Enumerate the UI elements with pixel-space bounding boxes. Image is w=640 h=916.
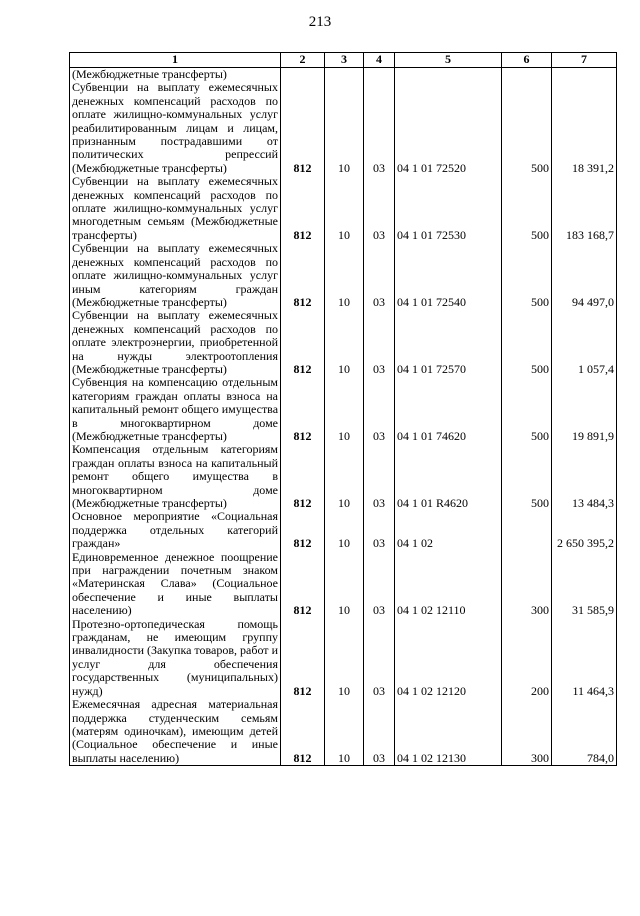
ministry-code: 812 [281, 618, 325, 698]
table-row [70, 309, 617, 376]
subsection-code: 03 [364, 551, 395, 618]
column-header: 7 [552, 53, 617, 68]
section-code: 10 [325, 443, 364, 510]
section-code: 10 [325, 618, 364, 698]
expense-type-code [502, 510, 552, 550]
table-row [70, 242, 617, 309]
column-header: 3 [325, 53, 364, 68]
target-item-code: 04 1 01 R4620 [395, 443, 502, 510]
subsection-code: 03 [364, 698, 395, 766]
table-row [70, 510, 617, 550]
amount: 2 650 395,2 [552, 510, 617, 550]
ministry-code: 812 [281, 551, 325, 618]
subsection-code: 03 [364, 175, 395, 242]
section-code: 10 [325, 81, 364, 175]
section-code: 10 [325, 510, 364, 550]
target-item-code: 04 1 01 72520 [395, 81, 502, 175]
subsection-code: 03 [364, 618, 395, 698]
page-number: 213 [308, 14, 332, 30]
amount: 13 484,3 [552, 443, 617, 510]
ministry-code [281, 68, 325, 82]
expense-type-code: 500 [502, 242, 552, 309]
subsection-code: 03 [364, 376, 395, 443]
amount: 31 585,9 [552, 551, 617, 618]
target-item-code: 04 1 02 [395, 510, 502, 550]
amount: 183 168,7 [552, 175, 617, 242]
amount [552, 68, 617, 82]
target-item-code: 04 1 01 72570 [395, 309, 502, 376]
column-header: 2 [281, 53, 325, 68]
section-code: 10 [325, 309, 364, 376]
ministry-code: 812 [281, 81, 325, 175]
table-row [70, 618, 617, 698]
row-name: Основное мероприятие «Социальная поддержка отдельных категорий граждан» [70, 510, 281, 550]
target-item-code: 04 1 01 72540 [395, 242, 502, 309]
row-name: Единовременное денежное поощрение при награждении почетным знаком «Материнская Слава» (Социальное обеспечение и иные выплаты населению) [70, 551, 281, 618]
row-name: Субвенции на выплату ежемесячных денежных компенсаций расходов по оплате жилищно-коммунальных услуг многодетным семьям (Межбюджетные трансферты) [70, 175, 281, 242]
section-code: 10 [325, 551, 364, 618]
table-row [70, 376, 617, 443]
amount: 94 497,0 [552, 242, 617, 309]
row-name: Субвенция на компенсацию отдельным категориям граждан оплаты взноса на капитальный ремонт общего имущества в многоквартирном доме (Межбюджетные трансферты) [70, 376, 281, 443]
column-header: 4 [364, 53, 395, 68]
amount: 1 057,4 [552, 309, 617, 376]
section-code: 10 [325, 376, 364, 443]
table-row [70, 551, 617, 618]
amount: 18 391,2 [552, 81, 617, 175]
ministry-code: 812 [281, 510, 325, 550]
column-header: 6 [502, 53, 552, 68]
expense-type-code: 500 [502, 376, 552, 443]
row-name: Субвенции на выплату ежемесячных денежных компенсаций расходов по оплате жилищно-коммунальных услуг реабилитированным лицам и лицам, признанным пострадавшими от политических репрессий (Межбюджетные трансферты) [70, 81, 281, 175]
table-row [70, 68, 617, 82]
target-item-code: 04 1 02 12130 [395, 698, 502, 766]
budget-table [69, 52, 617, 766]
section-code: 10 [325, 242, 364, 309]
expense-type-code: 500 [502, 81, 552, 175]
ministry-code: 812 [281, 443, 325, 510]
amount: 19 891,9 [552, 376, 617, 443]
target-item-code [395, 68, 502, 82]
column-header: 5 [395, 53, 502, 68]
table-row [70, 81, 617, 175]
section-code [325, 68, 364, 82]
amount: 784,0 [552, 698, 617, 766]
ministry-code: 812 [281, 175, 325, 242]
expense-type-code: 500 [502, 443, 552, 510]
expense-type-code: 500 [502, 175, 552, 242]
table-row [70, 443, 617, 510]
subsection-code: 03 [364, 309, 395, 376]
subsection-code: 03 [364, 510, 395, 550]
section-code: 10 [325, 175, 364, 242]
expense-type-code: 200 [502, 618, 552, 698]
column-header: 1 [70, 53, 281, 68]
header-row [70, 53, 617, 68]
row-name: Ежемесячная адресная материальная поддержка студенческим семьям (матерям одиночкам), имеющим детей (Социальное обеспечение и иные выплаты населению) [70, 698, 281, 766]
row-name: Субвенции на выплату ежемесячных денежных компенсаций расходов по оплате жилищно-коммунальных услуг иным категориям граждан (Межбюджетные трансферты) [70, 242, 281, 309]
target-item-code: 04 1 01 72530 [395, 175, 502, 242]
subsection-code: 03 [364, 242, 395, 309]
expense-type-code: 300 [502, 551, 552, 618]
expense-type-code: 300 [502, 698, 552, 766]
expense-type-code: 500 [502, 309, 552, 376]
target-item-code: 04 1 01 74620 [395, 376, 502, 443]
table-row [70, 698, 617, 766]
row-name: Субвенции на выплату ежемесячных денежных компенсаций расходов по оплате электроэнергии, приобретенной на нужды электроотопления (Межбюджетные трансферты) [70, 309, 281, 376]
ministry-code: 812 [281, 242, 325, 309]
table-row [70, 175, 617, 242]
target-item-code: 04 1 02 12120 [395, 618, 502, 698]
expense-type-code [502, 68, 552, 82]
subsection-code: 03 [364, 81, 395, 175]
subsection-code: 03 [364, 443, 395, 510]
amount: 11 464,3 [552, 618, 617, 698]
subsection-code [364, 68, 395, 82]
row-name: (Межбюджетные трансферты) [70, 68, 281, 82]
row-name: Протезно-ортопедическая помощь гражданам, не имеющим группу инвалидности (Закупка товаров, работ и услуг для обеспечения государственных (муниципальных) нужд) [70, 618, 281, 698]
target-item-code: 04 1 02 12110 [395, 551, 502, 618]
section-code: 10 [325, 698, 364, 766]
ministry-code: 812 [281, 309, 325, 376]
row-name: Компенсация отдельным категориям граждан оплаты взноса на капитальный ремонт общего имущества в многоквартирном доме (Межбюджетные трансферты) [70, 443, 281, 510]
ministry-code: 812 [281, 698, 325, 766]
ministry-code: 812 [281, 376, 325, 443]
